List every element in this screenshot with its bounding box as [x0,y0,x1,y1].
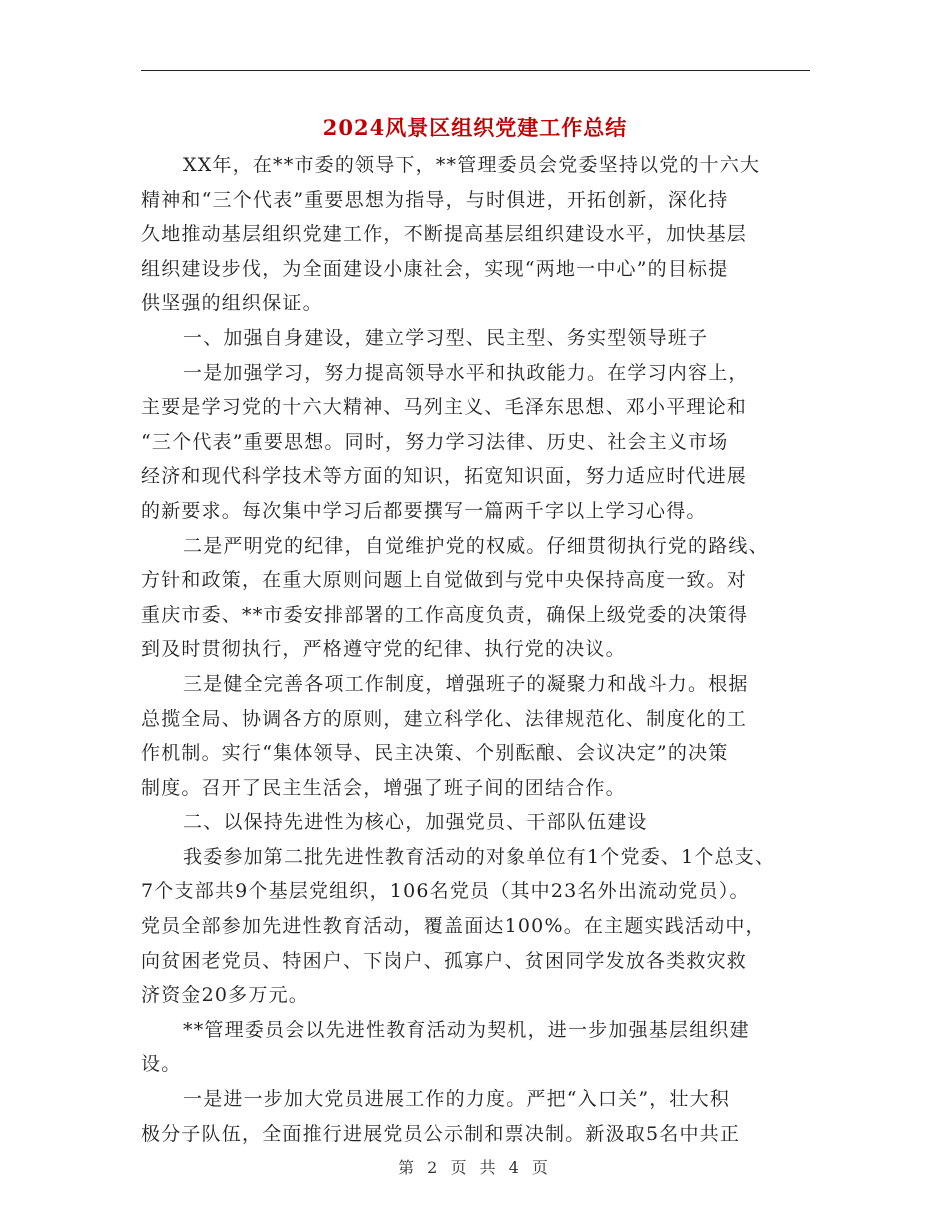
body-line: 总揽全局、协调各方的原则，建立科学化、法律规范化、制度化的工 [141,707,748,730]
body-line: 济资金20多万元。 [141,984,309,1007]
body-line: 三是健全完善各项工作制度，增强班子的凝聚力和战斗力。根据 [183,672,749,695]
body-line: “三个代表”重要思想。同时，努力学习法律、历史、社会主义市场 [141,430,729,453]
document-body [141,148,825,1151]
body-line: 一是进一步加大党员进展工作的力度。严把“入口关”，壮大积 [183,1088,731,1111]
page-number: 第 2 页 共 4 页 [398,1158,552,1177]
body-line: 制度。召开了民主生活会，增强了班子间的团结合作。 [141,776,626,799]
document-title: 2024风景区组织党建工作总结 [322,115,628,140]
section-heading: 二、以保持先进性为核心，加强党员、干部队伍建设 [183,811,648,834]
body-line: 党员全部参加先进性教育活动，覆盖面达100%。在主题实践活动中， [141,915,766,938]
header-rule [141,70,810,71]
body-line: 设。 [141,1053,182,1076]
body-line: 一是加强学习，努力提高领导水平和执政能力。在学习内容上， [183,361,749,384]
body-line: 经济和现代科学技术等方面的知识，拓宽知识面，努力适应时代进展 [141,465,748,488]
body-line: 二是严明党的纪律，自觉维护党的权威。仔细贯彻执行党的路线、 [183,534,769,557]
body-line: 向贫困老党员、特困户、下岗户、孤寡户、贫困同学发放各类救灾救 [141,949,748,972]
body-line: 精神和“三个代表”重要思想为指导，与时俱进，开拓创新，深化持 [141,188,729,211]
body-line: 久地推动基层组织党建工作，不断提高基层组织建设水平，加快基层 [141,223,748,246]
section-heading: 一、加强自身建设，建立学习型、民主型、务实型领导班子 [183,326,709,349]
body-line: **管理委员会以先进性教育活动为契机，进一步加强基层组织建 [183,1018,750,1041]
body-line: 供坚强的组织保证。 [141,292,323,315]
body-line: 到及时贯彻执行，严格遵守党的纪律、执行党的决议。 [141,638,626,661]
body-line: 极分子队伍，全面推行进展党员公示制和票决制。新汲取5名中共正 [141,1122,741,1145]
body-line: 我委参加第二批先进性教育活动的对象单位有1个党委、1个总支、 [183,845,776,868]
body-line: 方针和政策，在重大原则问题上自觉做到与党中央保持高度一致。对 [141,569,748,592]
body-line: 主要是学习党的十六大精神、马列主义、毛泽东思想、邓小平理论和 [141,396,748,419]
body-line: 组织建设步伐，为全面建设小康社会，实现“两地一中心”的目标提 [141,257,729,280]
body-line: 的新要求。每次集中学习后都要撰写一篇两千字以上学习心得。 [141,499,707,522]
body-line: 重庆市委、**市委安排部署的工作高度负责，确保上级党委的决策得 [141,603,749,626]
body-line: 7个支部共9个基层党组织，106名党员（其中23名外出流动党员）。 [141,880,750,903]
body-line: 作机制。实行“集体领导、民主决策、个别酝酿、会议决定”的决策 [141,742,729,765]
body-line: XX年，在**市委的领导下，**管理委员会党委坚持以党的十六大 [183,154,761,176]
